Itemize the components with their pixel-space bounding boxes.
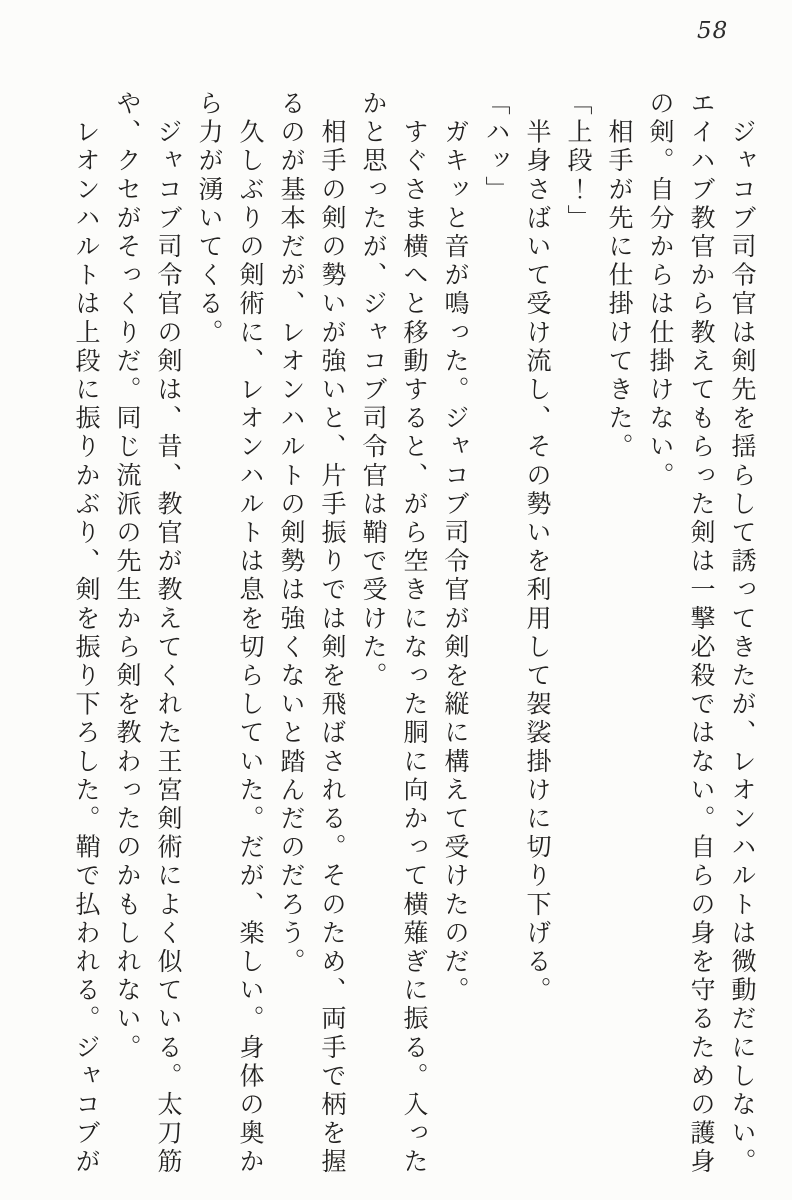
text-line: 半身さばいて受け流し、その勢いを利用して袈裟掛けに切り下げる。 (523, 90, 552, 1006)
text-line: ガキッと音が鳴った。ジャコブ司令官が剣を縦に構えて受けたのだ。 (441, 90, 470, 1006)
text-line: や、クセがそっくりだ。同じ流派の先生から剣を教わったのかもしれない。 (113, 90, 142, 1063)
page-number: 58 (697, 18, 729, 44)
text-line: かと思ったが、ジャコブ司令官は鞘で受けた。 (359, 90, 388, 691)
dialogue-line: 「ハッ」 (482, 90, 511, 205)
text-line: の剣。自分からは仕掛けない。 (646, 90, 675, 491)
body-text (65, 90, 763, 1195)
dialogue-line: 「上段！」 (564, 90, 593, 233)
text-line: 相手の剣の勢いが強いと、片手振りでは剣を飛ばされる。そのため、両手で柄を握 (318, 90, 347, 1177)
text-line: ジャコブ司令官の剣は、昔、教官が教えてくれた王宮剣術によく似ている。太刀筋 (154, 90, 183, 1177)
text-line: すぐさま横へと移動すると、がら空きになった胴に向かって横薙ぎに振る。入った (400, 90, 429, 1177)
text-line: ジャコブ司令官は剣先を揺らして誘ってきたが、レオンハルトは微動だにしない。 (728, 90, 757, 1177)
text-line: ら力が湧いてくる。 (195, 90, 224, 348)
text-line: るのが基本だが、レオンハルトの剣勢は強くないと踏んだのだろう。 (277, 90, 306, 977)
text-line: レオンハルトは上段に振りかぶり、剣を振り下ろした。鞘で払われる。ジャコブが (72, 90, 101, 1177)
text-line: エイハブ教官から教えてもらった剣は一撃必殺ではない。自らの身を守るための護身 (687, 90, 716, 1177)
text-line: 相手が先に仕掛けてきた。 (605, 90, 634, 462)
text-line: 久しぶりの剣術に、レオンハルトは息を切らしていた。だが、楽しい。身体の奥か (236, 90, 265, 1177)
